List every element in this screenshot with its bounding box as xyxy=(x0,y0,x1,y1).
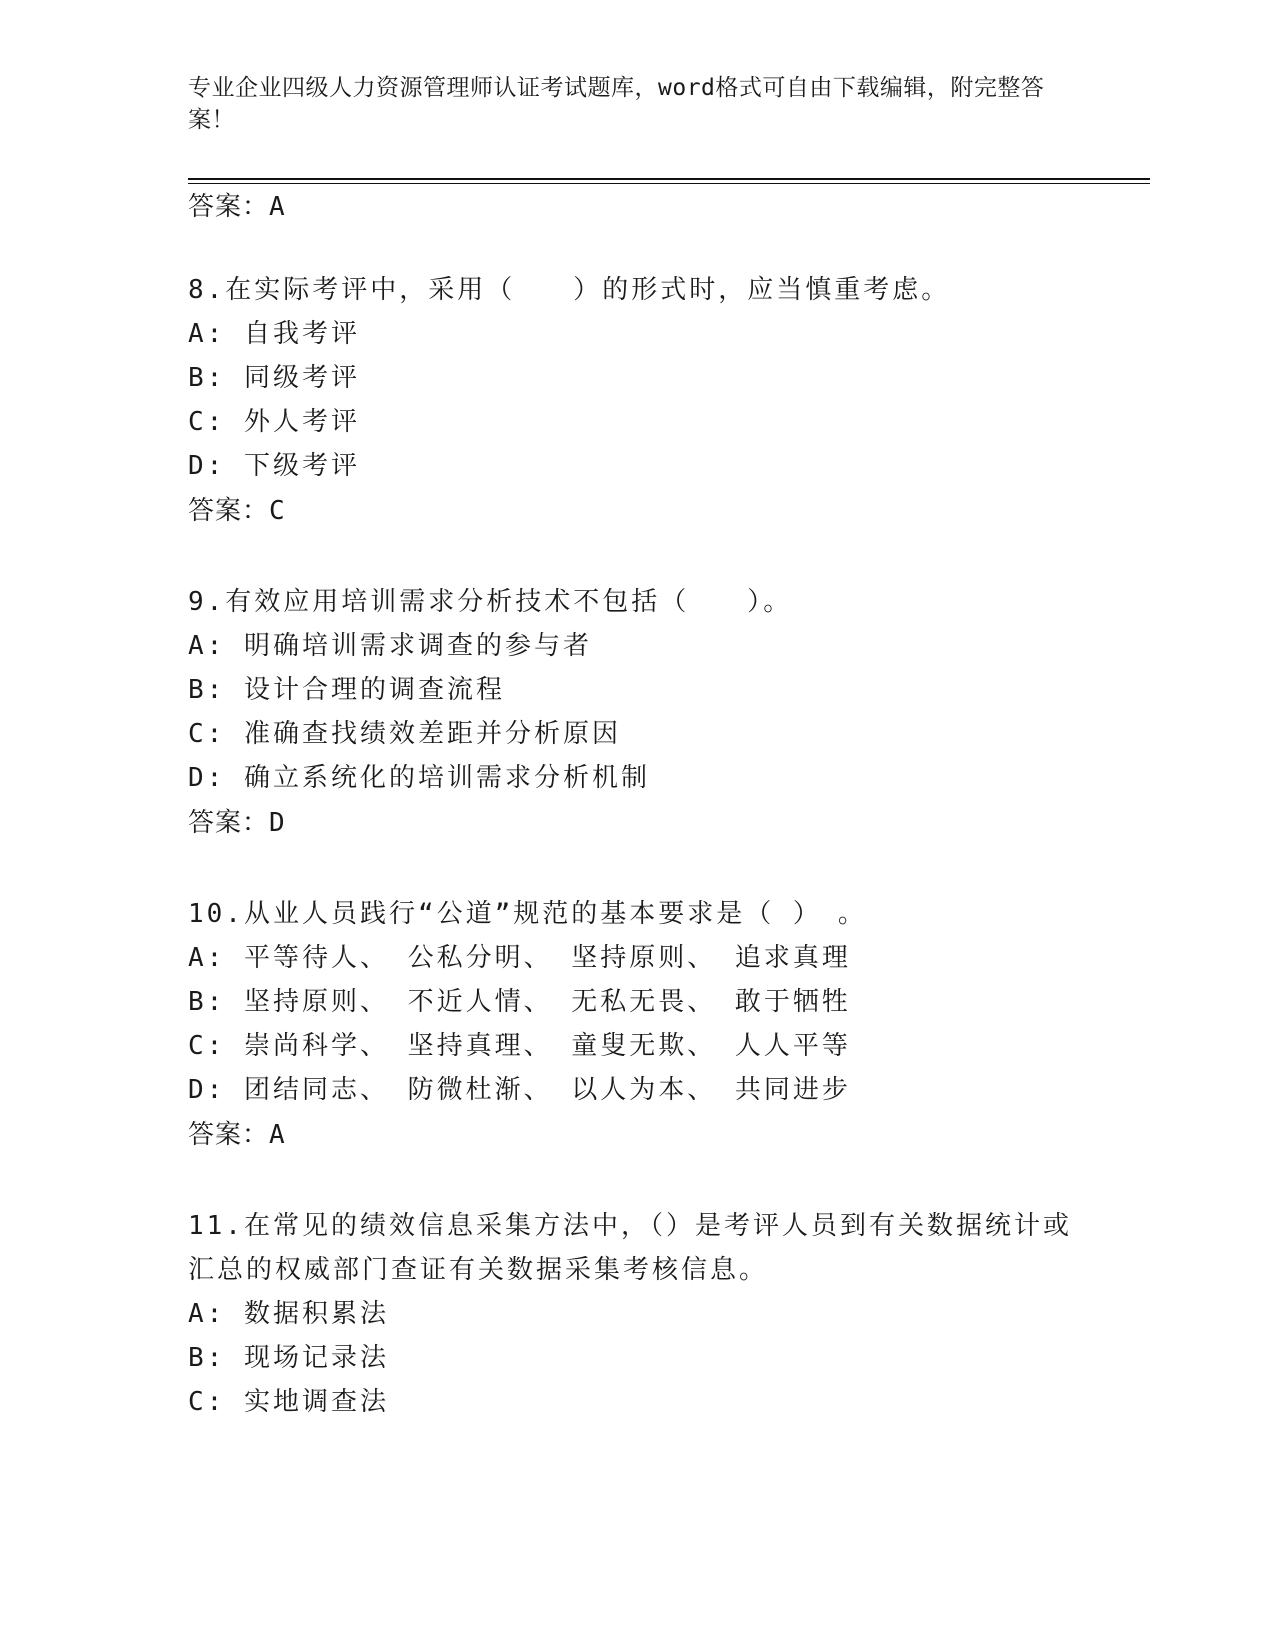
option-9-b: B: 设计合理的调查流程 xyxy=(188,675,505,705)
answer-9: 答案：D xyxy=(188,808,286,838)
question-8: 8.在实际考评中，采用（ ）的形式时，应当慎重考虑。 xyxy=(188,275,951,305)
header-rule-thin xyxy=(188,183,1150,184)
option-8-c: C: 外人考评 xyxy=(188,407,360,437)
option-9-a: A: 明确培训需求调查的参与者 xyxy=(188,631,592,661)
answer-8: 答案：C xyxy=(188,496,286,526)
option-8-a: A: 自我考评 xyxy=(188,319,360,349)
answer-10: 答案：A xyxy=(188,1120,286,1150)
option-8-d: D: 下级考评 xyxy=(188,451,360,481)
option-8-b: B: 同级考评 xyxy=(188,363,360,393)
option-11-c: C: 实地调查法 xyxy=(188,1387,389,1417)
option-11-a: A: 数据积累法 xyxy=(188,1299,389,1329)
header-rule-thick xyxy=(188,178,1150,180)
option-10-d: D: 团结同志、 防微杜渐、 以人为本、 共同进步 xyxy=(188,1075,851,1105)
question-11-line-2: 汇总的权威部门查证有关数据采集考核信息。 xyxy=(188,1255,769,1285)
option-11-b: B: 现场记录法 xyxy=(188,1343,389,1373)
document-header: 专业企业四级人力资源管理师认证考试题库，word格式可自由下载编辑，附完整答案！ xyxy=(188,75,1045,133)
option-10-a: A: 平等待人、 公私分明、 坚持原则、 追求真理 xyxy=(188,943,851,973)
question-11-line-1: 11.在常见的绩效信息采集方法中，（）是考评人员到有关数据统计或 xyxy=(188,1211,1072,1241)
option-9-d: D: 确立系统化的培训需求分析机制 xyxy=(188,763,650,793)
answer-7: 答案：A xyxy=(188,192,286,222)
option-10-c: C: 崇尚科学、 坚持真理、 童叟无欺、 人人平等 xyxy=(188,1031,851,1061)
option-9-c: C: 准确查找绩效差距并分析原因 xyxy=(188,719,621,749)
question-10: 10.从业人员践行“公道”规范的基本要求是（ ） 。 xyxy=(188,899,867,929)
option-10-b: B: 坚持原则、 不近人情、 无私无畏、 敢于牺牲 xyxy=(188,987,851,1017)
question-9: 9.有效应用培训需求分析技术不包括（ ）。 xyxy=(188,587,793,617)
